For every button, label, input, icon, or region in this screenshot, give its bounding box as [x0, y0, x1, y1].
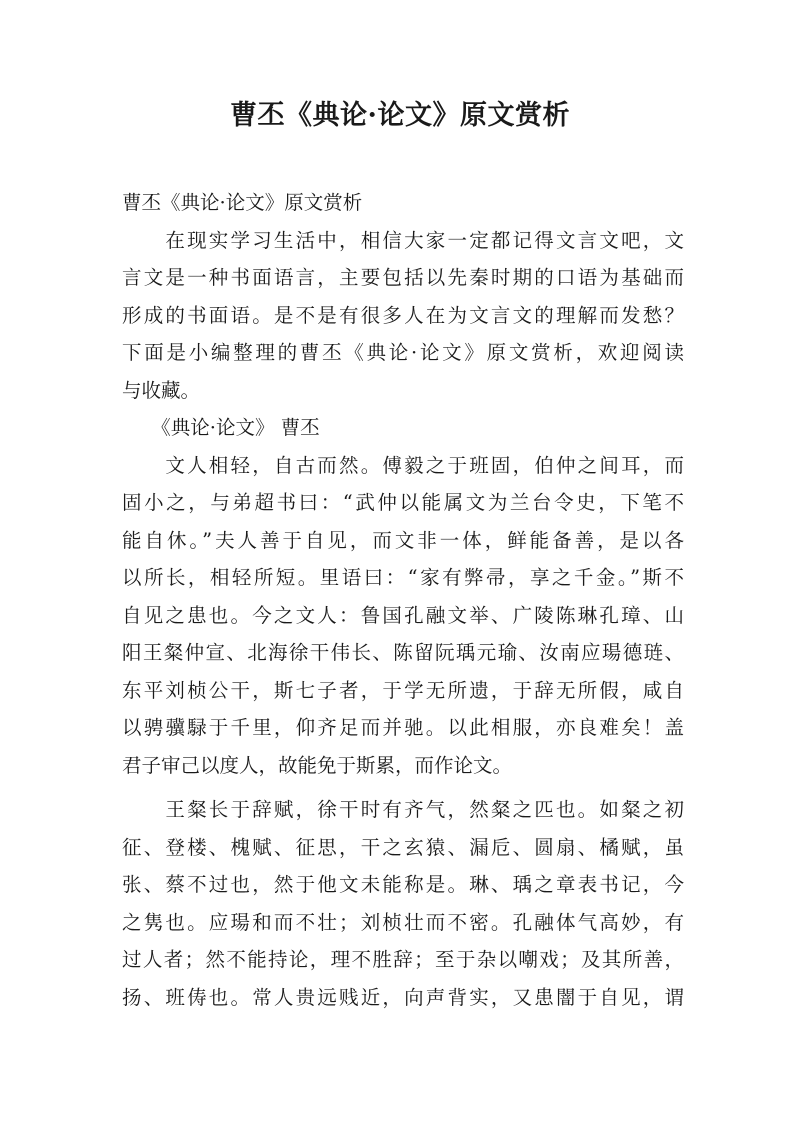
text-line: 言文是一种书面语言，主要包括以先秦时期的口语为基础而: [122, 266, 684, 289]
text-line: 曹丕《典论·论文》原文赏析: [122, 191, 363, 214]
text-line: 征、登楼、槐赋、征思，干之玄猿、漏卮、圆扇、橘赋，虽: [122, 835, 684, 859]
text-line: 固小之，与弟超书曰：“武仲以能属文为兰台令史，下笔不: [122, 491, 684, 514]
text-line: 以骋骥騄于千里，仰齐足而并驰。以此相服，亦良难矣！盖: [122, 716, 684, 739]
text-line: 阳王粲仲宣、北海徐干伟长、陈留阮瑀元瑜、汝南应瑒德琏、: [122, 641, 684, 664]
text-line: 下面是小编整理的曹丕《典论·论文》原文赏析，欢迎阅读: [122, 341, 684, 364]
text-line: 形成的书面语。是不是有很多人在为文言文的理解而发愁？: [122, 303, 684, 327]
paragraph-block-1: [122, 184, 684, 784]
text-line: 《典论·论文》 曹丕: [122, 416, 320, 439]
paragraph-gap: [122, 784, 684, 791]
paragraph-block-2: [122, 791, 684, 1016]
text-line: 能自休。”夫人善于自见，而文非一体，鲜能备善，是以各: [122, 528, 684, 552]
text-line: 在现实学习生活中，相信大家一定都记得文言文吧，文: [122, 228, 684, 252]
text-line: 自见之患也。今之文人：鲁国孔融文举、广陵陈琳孔璋、山: [122, 603, 684, 627]
text-line: 与收藏。: [122, 378, 201, 402]
text-line: 过人者；然不能持论，理不胜辞；至于杂以嘲戏；及其所善，: [122, 948, 684, 971]
text-line: 君子审己以度人，故能免于斯累，而作论文。: [122, 753, 513, 777]
text-line: 文人相轻，自古而然。傅毅之于班固，伯仲之间耳，而: [122, 453, 684, 477]
document-body: [122, 184, 684, 1016]
text-line: 东平刘桢公干，斯七子者，于学无所遗，于辞无所假，咸自: [122, 678, 684, 702]
text-line: 王粲长于辞赋，徐干时有齐气，然粲之匹也。如粲之初: [122, 798, 684, 821]
text-line: 张、蔡不过也，然于他文未能称是。琳、瑀之章表书记，今: [122, 873, 684, 896]
text-line: 以所长，相轻所短。里语曰：“家有弊帚，享之千金。”斯不: [122, 566, 684, 589]
document-title: 曹丕《典论·论文》原文赏析: [230, 100, 570, 131]
text-line: 扬、班俦也。常人贵远贱近，向声背实，又患闇于自见，谓: [122, 985, 684, 1009]
text-line: 之隽也。应瑒和而不壮；刘桢壮而不密。孔融体气高妙，有: [122, 910, 684, 934]
